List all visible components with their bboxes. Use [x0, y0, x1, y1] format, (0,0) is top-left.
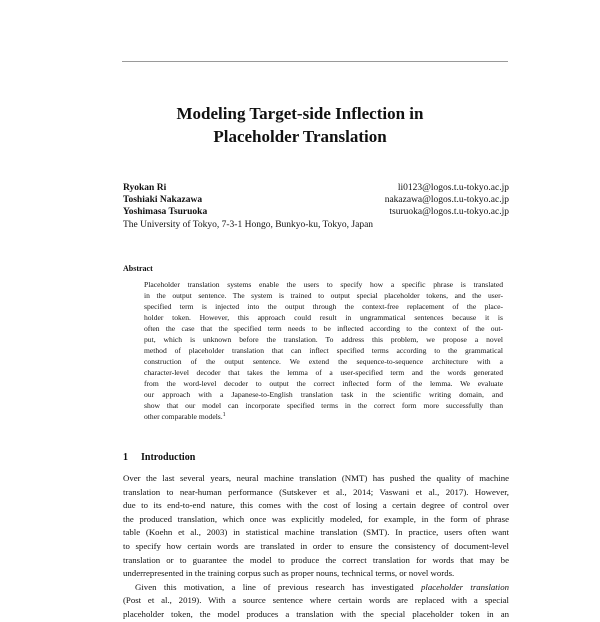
abstract-line: often the case that the specified term needs to be inflected according to the context of the out- — [144, 324, 503, 333]
abstract-line: in the output sentence. The system is trained to output special placeholder tokens, and the user- — [144, 291, 503, 300]
body-line: placeholder token, the model produces a translation with the special placeholder token in an — [123, 609, 509, 619]
body-line: underrepresented in the training corpus such as proper nouns, technical terms, or novel words. — [123, 568, 455, 579]
abstract-line: from the word-level decoder to output the correct inflected form of the lemma. We evaluate — [144, 379, 503, 388]
body-line: the produced translation, which once was explicitly modeled, for example, in the form of phrase — [123, 513, 509, 524]
author-email: li0123@logos.t.u-tokyo.ac.jp — [397, 183, 509, 193]
abstract-line: construction of the output sentence. We extend the sequence-to-sequence architecture with a — [144, 357, 503, 366]
section-number: 1 — [123, 452, 128, 463]
abstract-line: show that our model can incorporate specified terms in the correct form more successfully than — [144, 401, 503, 410]
top-rule — [122, 61, 508, 62]
body-line: (Post et al., 2019). With a source sentence where certain words are replaced with a special — [123, 595, 509, 606]
abstract-line: holder token. However, this approach could result in ungrammatical sentences because it is — [144, 313, 503, 322]
abstract-last-text: other comparable models. — [144, 412, 223, 421]
abstract-line: Placeholder translation systems enable the users to specify how a specific phrase is translated — [144, 280, 503, 289]
section-title: Introduction — [141, 452, 196, 463]
paper-title-line-2: Placeholder Translation — [213, 127, 387, 146]
abstract-heading: Abstract — [123, 264, 153, 273]
footnote-mark: 1 — [222, 412, 226, 418]
body-line: translation or to guarantee the model to produce the correct translation for words that may be — [123, 554, 509, 565]
author-name: Yoshimasa Tsuruoka — [123, 207, 208, 217]
author-row — [123, 194, 509, 206]
abstract-line: character-level decoder that takes the lemma of a user-specified term and the words generated — [144, 368, 503, 377]
abstract-line: specified term is injected into the output through the context-free replacement of the place- — [144, 302, 503, 311]
body-line: table (Koehn et al., 2003) in statistical machine translation (SMT). In practice, users often want — [123, 527, 509, 538]
affiliation: The University of Tokyo, 7-3-1 Hongo, Bunkyo-ku, Tokyo, Japan — [123, 220, 374, 230]
author-row — [123, 206, 509, 218]
author-row — [123, 182, 509, 194]
author-email: tsuruoka@logos.t.u-tokyo.ac.jp — [389, 207, 509, 217]
body-line: Over the last several years, neural machine translation (NMT) has pushed the quality of machine — [123, 473, 509, 483]
author-name: Ryokan Ri — [123, 183, 167, 193]
para2-prefix: Given this motivation, a line of previous research has investigated — [135, 581, 422, 592]
body-line — [123, 581, 509, 595]
section-heading — [123, 452, 195, 463]
para2-italic-term: placeholder translation — [421, 581, 509, 592]
body-line: to specify how certain words are translated in order to ensure the consistency of document-level — [123, 541, 509, 551]
body-line: due to its end-to-end nature, this comes with the cost of losing a certain degree of control over — [123, 500, 509, 511]
paper-title-line-1: Modeling Target-side Inflection in — [176, 104, 424, 123]
author-name: Toshiaki Nakazawa — [123, 195, 203, 205]
author-email: nakazawa@logos.t.u-tokyo.ac.jp — [384, 195, 509, 205]
abstract-line: our approach with a Japanese-to-English translation task in the scientific writing domain, and — [144, 390, 503, 399]
abstract-line — [144, 412, 503, 423]
abstract-line: method of placeholder translation that can inflect specified terms according to the grammatical — [144, 346, 503, 355]
body-line: translation to near-human performance (Sutskever et al., 2014; Vaswani et al., 2017). However, — [123, 486, 509, 497]
abstract-line: put, which is unknown before the translation. To address this problem, we propose a novel — [144, 335, 503, 344]
